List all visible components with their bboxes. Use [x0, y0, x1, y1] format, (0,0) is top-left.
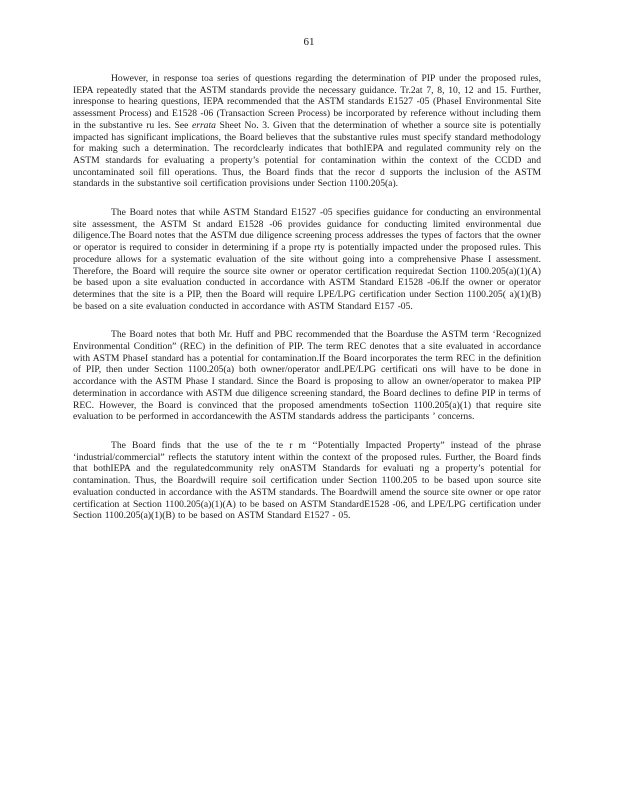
page-number: 61	[303, 36, 315, 48]
paragraph-3: The Board notes that both Mr. Huff and PBC recommended that the Boarduse the ASTM term ‘Recognized Environmental Condition” (REC) in the definition of PIP. The term REC denotes that a site evaluated in accordance with ASTM PhaseI standard has a potential for contamination.If the Board incorporates the term REC in the definition of PIP, then under Section 1100.205(a) both owner/operator andLPE/LPG certificati ons will have to be done in accordance with the ASTM Phase I standard. Since the Board is proposing to allow an owner/operator to makea PIP determination in accordance with ASTM due diligence screening standard, the Board declines to define PIP in terms of REC. However, the Board is convinced that the proposed amendments toSection 1100.205(a)(1) that require site evaluation to be performed in accordancewith the ASTM standards address the participants ’ concerns.	[73, 329, 541, 423]
paragraph-1-text-pre: However, in response toa series of questions regarding the determination of PIP under the proposed rules, IEPA repeatedly stated that the ASTM standards provide the necessary guidance. Tr.2at 7, 8, 10, 12 and 15. Further, inresponse to hearing questions, IEPA recommended that the ASTM standards E1527 -05 (PhaseI Environmental Site assessment Process) and E1528 -06 (Transaction Screen Process) be incorporated by reference without including them in the substantive ru les. See	[73, 73, 541, 131]
errata-italic: errata	[191, 119, 216, 131]
paragraph-1-text-post: Sheet No. 3. Given that the determination of whether a source site is potentially impacted has significant implications, the Board believes that the substantive rules must specify standard methodology for making such a determination. The recordclearly indicates that bothIEPA and regulated community rely on the ASTM standards for evaluating a property’s potential for contamination within the context of the CCDD and uncontaminated soil fill operations. Thus, the Board finds that the recor d supports the inclusion of the ASTM standards in the substantive soil certification provisions under Section 1100.205(a).	[73, 119, 541, 190]
paragraph-2: The Board notes that while ASTM Standard E1527 -05 specifies guidance for conducting an environmental site assessment, the ASTM St andard E1528 -06 provides guidance for conducting limited environmental due diligence.The Board notes that the ASTM due diligence screening process addresses the types of factors that the owner or operator is required to consider in determining if a prope rty is potentially impacted under the proposed rules. This procedure allows for a systematic evaluation of the site without going into a comprehensive Phase I assessment. Therefore, the Board will require the source site owner or operator certification requiredat Section 1100.205(a)(1)(A) be based upon a site evaluation conducted in accordance with ASTM Standard E1528 -06.If the owner or operator determines that the site is a PIP, then the Board will require LPE/LPG certification under Section 1100.205( a)(1)(B) be based on a site evaluation conducted in accordance with ASTM Standard E157 -05.	[73, 207, 541, 312]
paragraph-1	[73, 73, 541, 190]
body-text	[73, 73, 541, 522]
paragraph-4: The Board finds that the use of the te r m ‘‘Potentially Impacted Property” instead of the phrase ‘industrial/commercial” reflects the statutory intent within the context of the proposed rules. Further, the Board finds that bothIEPA and the regulatedcommunity rely onASTM Standards for evaluati ng a property’s potential for contamination. Thus, the Boardwill require soil certification under Section 1100.205 to be based upon source site evaluation conducted in accordance with the ASTM standards. The Boardwill amend the source site owner or ope rator certification at Section 1100.205(a)(1)(A) to be based on ASTM StandardE1528 -06, and LPE/LPG certification under Section 1100.205(a)(1)(B) to be based on ASTM Standard E1527 - 05.	[73, 439, 541, 522]
